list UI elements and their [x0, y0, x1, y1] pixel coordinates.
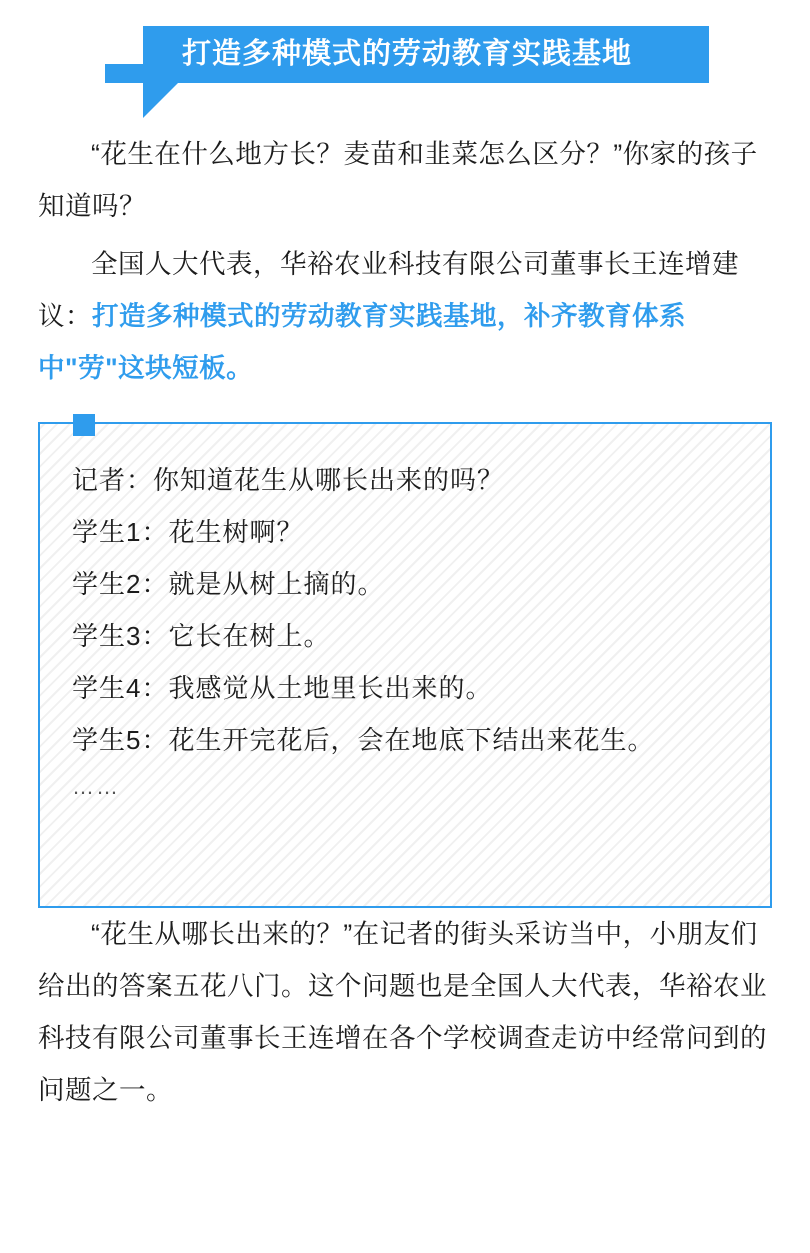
- paragraph-proposal-plain: 全国人大代表，华裕农业科技有限公司董事长王连增建议：: [38, 249, 739, 331]
- quote-line: 记者：你知道花生从哪长出来的吗？: [72, 465, 505, 495]
- paragraph-proposal-highlight: 打造多种模式的劳动教育实践基地，补齐教育体系中"劳"这块短板。: [38, 301, 686, 383]
- header-notch-decoration: [105, 26, 143, 64]
- article-body-tail: [0, 908, 810, 1116]
- quote-line: 学生1：花生树啊？: [72, 517, 304, 547]
- quote-line: 学生3：它长在树上。: [72, 621, 331, 651]
- quote-line: 学生2：就是从树上摘的。: [72, 569, 385, 599]
- paragraph-intro: “花生在什么地方长？麦苗和韭菜怎么区分？”你家的孩子知道吗？: [38, 139, 758, 221]
- paragraph-tail: “花生从哪长出来的？”在记者的街头采访当中，小朋友们给出的答案五花八门。这个问题也是全国人大代表，华裕农业科技有限公司董事长王连增在各个学校调查走访中经常问到的问题之一。: [38, 919, 767, 1105]
- quote-box: [38, 422, 772, 908]
- quote-section: [0, 422, 810, 908]
- page-title: 打造多种模式的劳动教育实践基地: [181, 38, 632, 70]
- header-tail-decoration: [143, 83, 178, 118]
- quote-corner-marker: [73, 414, 95, 436]
- quote-ellipsis: ……: [72, 774, 120, 799]
- paragraph-proposal: [38, 238, 772, 394]
- page-header: [0, 26, 810, 106]
- quote-line: 学生4：我感觉从土地里长出来的。: [72, 673, 493, 703]
- quote-line: 学生5：花生开完花后，会在地底下结出来花生。: [72, 725, 655, 755]
- header-banner: [105, 26, 709, 83]
- article-body: [0, 128, 810, 394]
